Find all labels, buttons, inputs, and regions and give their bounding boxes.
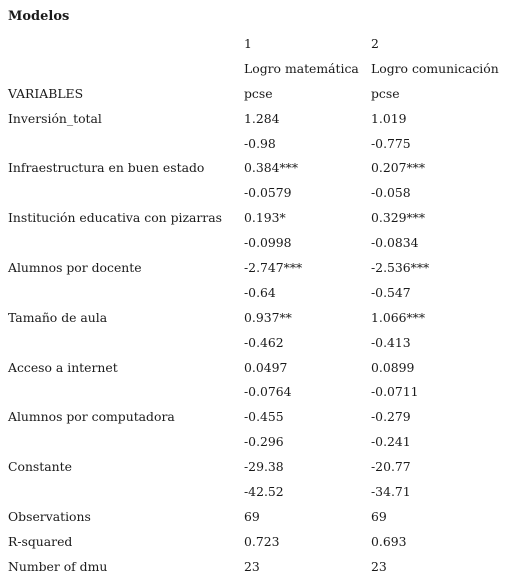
- row-label: Constante: [8, 459, 72, 475]
- table-row: [0, 330, 516, 355]
- model-2-cell: -0.413: [371, 334, 411, 350]
- row-label: Number of dmu: [8, 558, 108, 574]
- model-1-cell: 69: [244, 508, 260, 524]
- header-row: [0, 81, 516, 106]
- model-2-cell: pcse: [371, 85, 400, 101]
- table-row: [0, 255, 516, 280]
- model-2-cell: -0.241: [371, 434, 411, 450]
- table-title: Modelos: [8, 9, 70, 24]
- table-row: [0, 280, 516, 305]
- model-2-cell: -0.775: [371, 135, 411, 151]
- row-label: Observations: [8, 508, 91, 524]
- row-label: Institución educativa con pizarras: [8, 210, 222, 226]
- model-1-cell: -0.455: [244, 409, 284, 425]
- model-1-cell: -42.52: [244, 483, 284, 499]
- table-row: [0, 131, 516, 156]
- table-row: [0, 479, 516, 504]
- model-2-cell: 0.693: [371, 533, 407, 549]
- table-row: [0, 429, 516, 454]
- model-1-cell: 23: [244, 558, 260, 574]
- model-1-cell: 1: [244, 35, 252, 51]
- model-1-cell: -2.747***: [244, 259, 303, 275]
- model-2-cell: 1.019: [371, 110, 407, 126]
- header-row: [0, 31, 516, 56]
- row-label: Alumnos por docente: [8, 259, 142, 275]
- model-1-cell: -0.0579: [244, 185, 292, 201]
- table-row: [0, 454, 516, 479]
- table-row: [0, 155, 516, 180]
- model-1-cell: -0.462: [244, 334, 284, 350]
- model-2-cell: 0.329***: [371, 210, 426, 226]
- table-row: [0, 106, 516, 131]
- model-2-cell: 69: [371, 508, 387, 524]
- model-1-cell: -0.98: [244, 135, 276, 151]
- model-2-cell: -0.0834: [371, 235, 419, 251]
- model-2-cell: -0.547: [371, 284, 411, 300]
- model-1-cell: Logro matemática: [244, 60, 359, 76]
- model-2-cell: -0.0711: [371, 384, 419, 400]
- model-1-cell: 0.193*: [244, 210, 286, 226]
- model-2-cell: 1.066***: [371, 309, 426, 325]
- model-2-cell: -20.77: [371, 459, 411, 475]
- table-row: [0, 554, 516, 579]
- model-1-cell: -0.0764: [244, 384, 292, 400]
- model-1-cell: 0.723: [244, 533, 280, 549]
- model-2-cell: 0.0899: [371, 359, 415, 375]
- header-row: [0, 56, 516, 81]
- model-2-cell: -0.279: [371, 409, 411, 425]
- model-2-cell: Logro comunicación: [371, 60, 499, 76]
- table-row: [0, 404, 516, 429]
- row-label: Acceso a internet: [8, 359, 118, 375]
- model-1-cell: pcse: [244, 85, 273, 101]
- model-1-cell: -0.0998: [244, 235, 292, 251]
- row-label: R-squared: [8, 533, 73, 549]
- model-1-cell: -29.38: [244, 459, 284, 475]
- model-2-cell: -0.058: [371, 185, 411, 201]
- model-1-cell: 0.384***: [244, 160, 299, 176]
- table-row: [0, 355, 516, 380]
- model-2-cell: 0.207***: [371, 160, 426, 176]
- model-2-cell: -2.536***: [371, 259, 430, 275]
- row-label: Tamaño de aula: [8, 309, 108, 325]
- row-label: Alumnos por computadora: [8, 409, 175, 425]
- model-2-cell: 23: [371, 558, 387, 574]
- row-label: Inversión_total: [8, 110, 102, 126]
- table-row: [0, 180, 516, 205]
- table-row: [0, 205, 516, 230]
- model-1-cell: 1.284: [244, 110, 280, 126]
- model-2-cell: -34.71: [371, 483, 411, 499]
- model-1-cell: 0.0497: [244, 359, 288, 375]
- table-row: [0, 504, 516, 529]
- model-1-cell: -0.64: [244, 284, 276, 300]
- row-label: VARIABLES: [8, 85, 84, 101]
- regression-table: [0, 31, 516, 579]
- table-row: [0, 529, 516, 554]
- row-label: Infraestructura en buen estado: [8, 160, 205, 176]
- table-row: [0, 305, 516, 330]
- model-1-cell: 0.937**: [244, 309, 292, 325]
- table-row: [0, 379, 516, 404]
- model-1-cell: -0.296: [244, 434, 284, 450]
- model-2-cell: 2: [371, 35, 379, 51]
- table-row: [0, 230, 516, 255]
